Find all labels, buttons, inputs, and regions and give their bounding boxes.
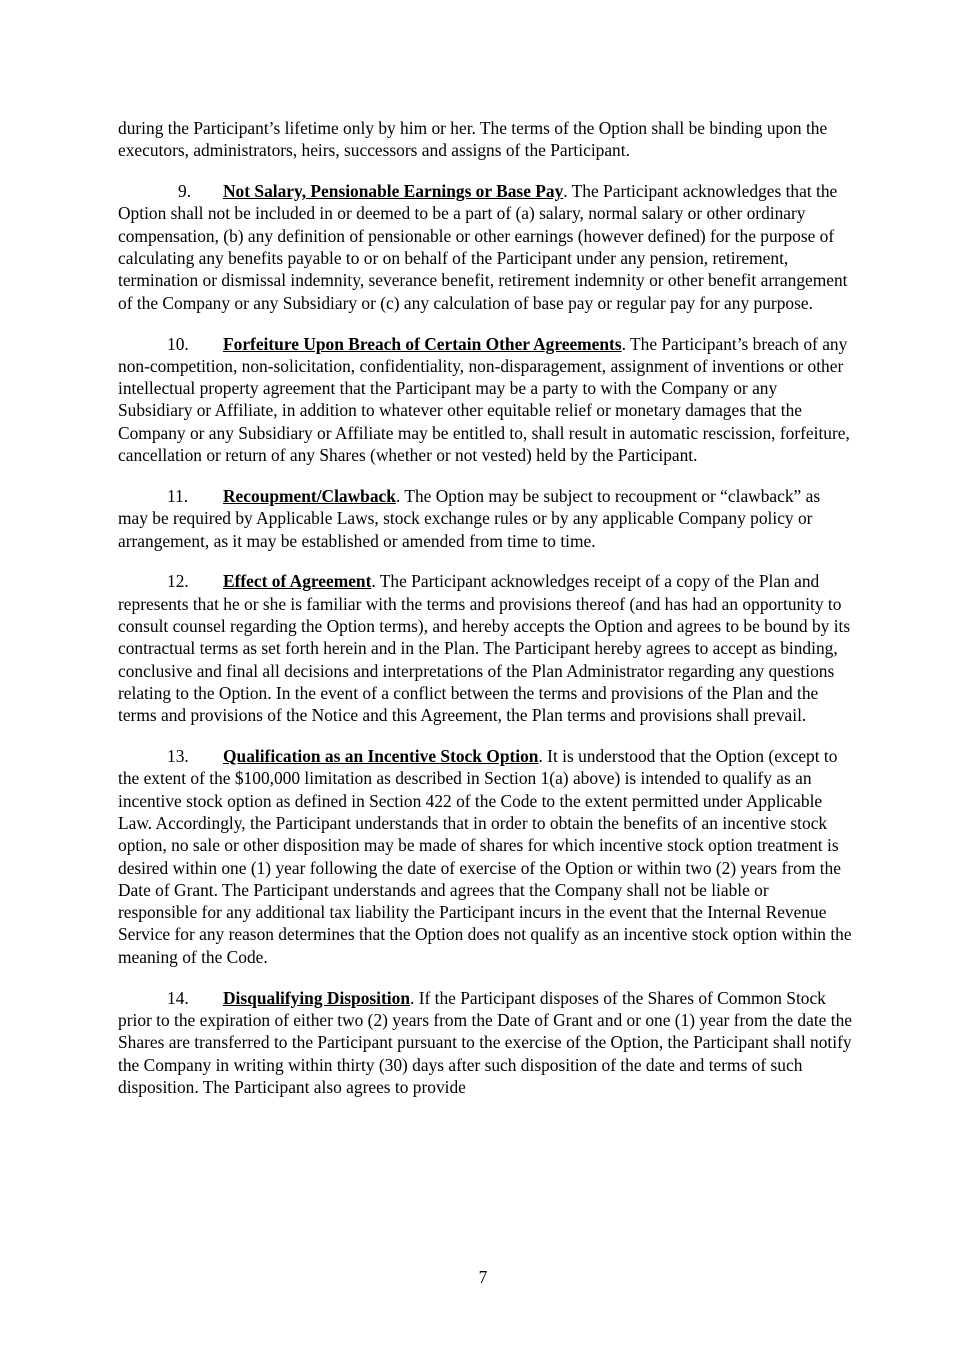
section-number: 10.: [167, 333, 189, 354]
section-12: [118, 570, 852, 726]
section-9: [118, 180, 852, 314]
section-11: [118, 485, 852, 552]
section-number: 13.: [167, 746, 189, 767]
section-text: . The Option may be subject to recoupment or “clawback” as may be required by Applicable Laws, stock exchange rules or by any applicable Company policy or arrangement, as it may be established or amended from time to time.: [118, 485, 821, 551]
document-page: [118, 117, 852, 1117]
section-heading: Effect of Agreement: [223, 571, 372, 592]
intro-paragraph: during the Participant’s lifetime only by him or her. The terms of the Option shall be binding upon the executors, administrators, heirs, successors and assigns of the Participant.: [118, 118, 828, 161]
section-text: . If the Participant disposes of the Shares of Common Stock prior to the expiration of either two (2) years from the Date of Grant and or one (1) year from the date the Shares are transferred to the Participant pursuant to the exercise of the Option, the Participant shall notify the Company in writing within thirty (30) days after such disposition of the date and terms of such disposition. The Participant also agrees to provide: [118, 987, 852, 1097]
section-14: [118, 987, 852, 1098]
section-heading: Forfeiture Upon Breach of Certain Other Agreements: [223, 333, 622, 354]
section-heading: Disqualifying Disposition: [223, 987, 411, 1008]
section-text: . The Participant’s breach of any non-competition, non-solicitation, confidentiality, non-disparagement, assignment of inventions or other intellectual property agreement that the Participant may be a party to with the Company or any Subsidiary or Affiliate, in addition to whatever other equitable relief or monetary damages that the Company or any Subsidiary or Affiliate may be entitled to, shall result in automatic rescission, forfeiture, cancellation or return of any Shares (whether or not vested) held by the Participant.: [118, 333, 850, 466]
section-heading: Recoupment/Clawback: [223, 485, 396, 506]
section-heading: Qualification as an Incentive Stock Option: [223, 746, 539, 767]
section-number: 14.: [167, 987, 189, 1008]
section-text: . It is understood that the Option (except to the extent of the $100,000 limitation as described in Section 1(a) above) is intended to qualify as an incentive stock option as defined in Section 422 of the Code to the extent permitted under Applicable Law. Accordingly, the Participant understands that in order to obtain the benefits of an incentive stock option, no sale or other disposition may be made of shares for which incentive stock option treatment is desired within one (1) year following the date of exercise of the Option or within two (2) years from the Date of Grant. The Participant understands and agrees that the Company shall not be liable or responsible for any additional tax liability the Participant incurs in the event that the Internal Revenue Service for any reason determines that the Option does not qualify as an incentive stock option within the meaning of the Code.: [118, 746, 852, 967]
section-number: 9.: [178, 181, 192, 202]
section-text: . The Participant acknowledges that the Option shall not be included in or deemed to be a part of (a) salary, normal salary or other ordinary compensation, (b) any definition of pensionable or other earnings (however defined) for the purpose of calculating any benefits payable to or on behalf of the Participant under any pension, retirement, termination or dismissal indemnity, severance benefit, retirement indemnity or other benefit arrangement of the Company or any Subsidiary or (c) any calculation of base pay or regular pay for any purpose.: [118, 181, 848, 313]
section-number: 11.: [167, 485, 189, 506]
section-number: 12.: [167, 571, 189, 592]
section-13: [118, 745, 852, 968]
section-heading: Not Salary, Pensionable Earnings or Base Pay: [223, 181, 564, 202]
section-text: . The Participant acknowledges receipt of a copy of the Plan and represents that he or she is familiar with the terms and provisions thereof (and has had an opportunity to consult counsel regarding the Option terms), and hereby accepts the Option and agrees to be bound by its contractual terms as set forth herein and in the Plan. The Participant hereby agrees to accept as binding, conclusive and final all decisions and interpretations of the Plan Administrator regarding any questions relating to the Option. In the event of a conflict between the terms and provisions of the Plan and the terms and provisions of the Notice and this Agreement, the Plan terms and provisions shall prevail.: [118, 571, 851, 726]
section-10: [118, 333, 852, 467]
page-number: 7: [478, 1267, 488, 1287]
